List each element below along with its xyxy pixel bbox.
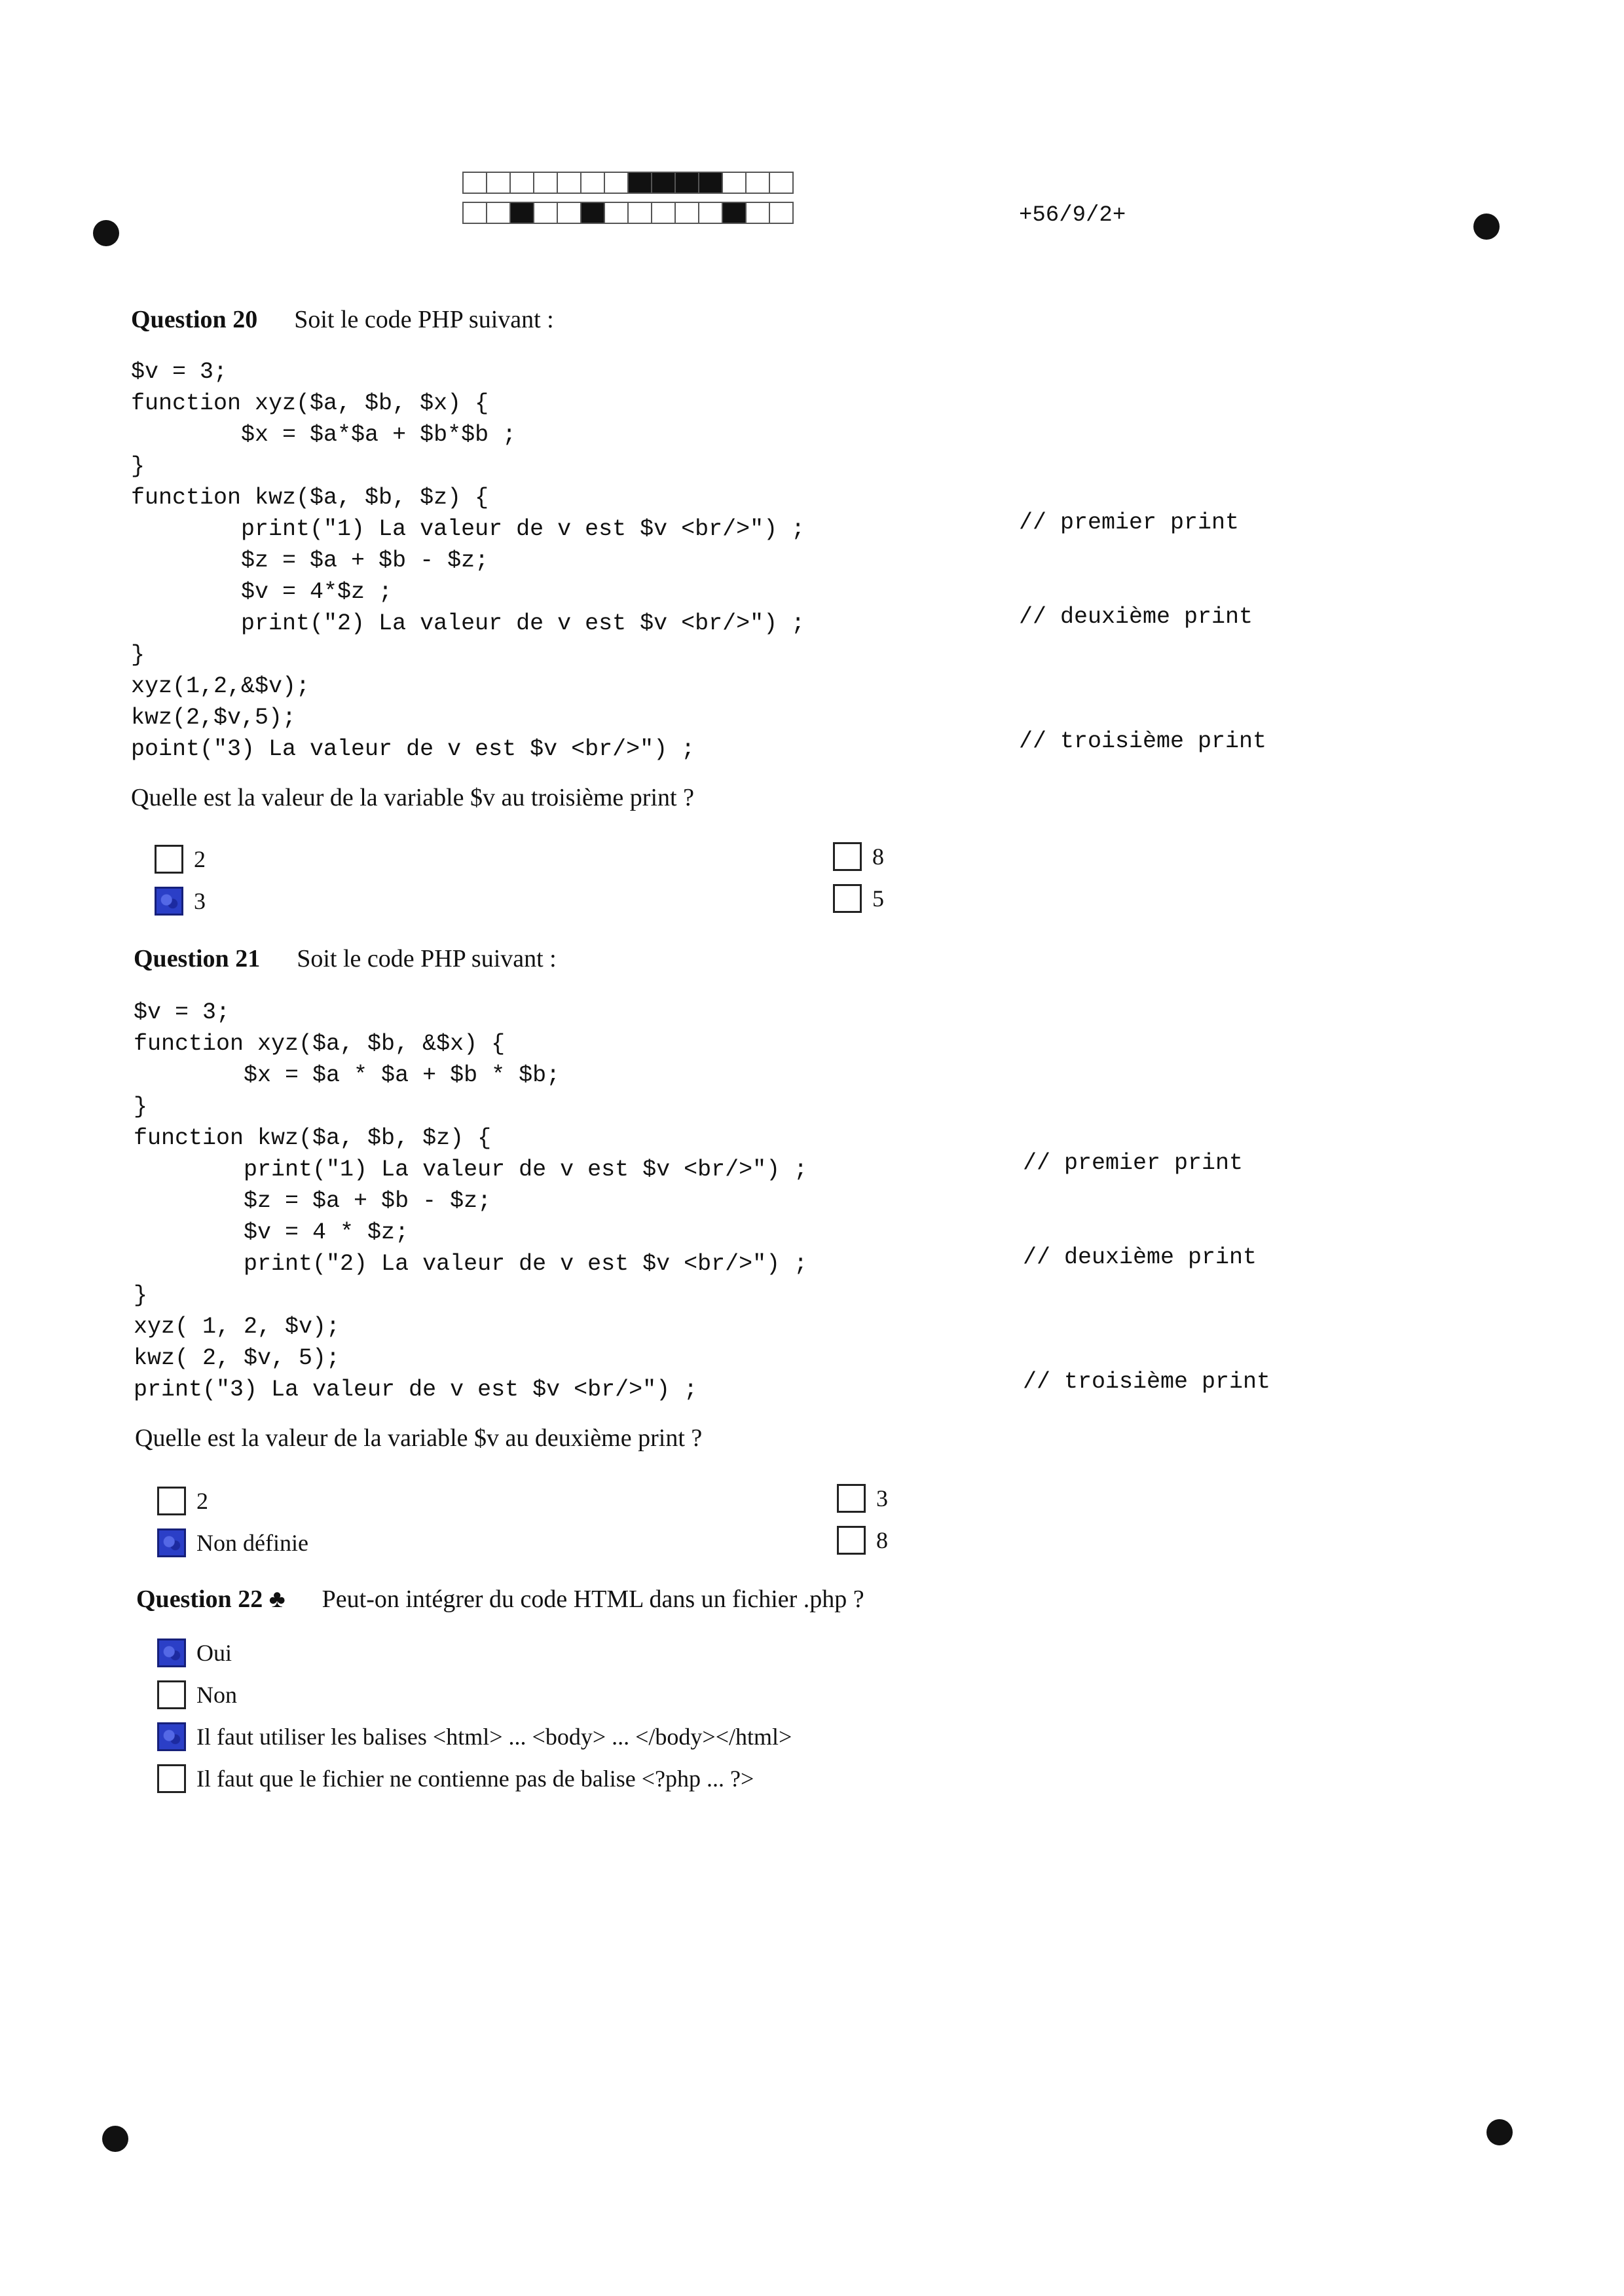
checkbox[interactable]: [833, 884, 862, 913]
barcode-cell: [651, 172, 676, 194]
barcode-cell: [769, 172, 794, 194]
barcode-cell: [674, 172, 699, 194]
registration-mark-bottom-left: [102, 2126, 128, 2152]
barcode-cell: [745, 172, 770, 194]
barcode-cell: [486, 172, 511, 194]
option-label: Non définie: [196, 1530, 308, 1556]
question-21-prompt: Quelle est la valeur de la variable $v au deuxième print ?: [135, 1424, 703, 1452]
barcode-cell: [462, 202, 487, 224]
question-20-code: $v = 3; function xyz($a, $b, $x) { $x = $a*$a + $b*$b ; } function kwz($a, $b, $z) { print("1) La valeur de v est $v <br/>") ; $z = $a + $b - $z; $v = 4*$z ; print("2) La valeur de v est $v <br/>") ; } xyz(1,2,&$v); kwz(2,$v,5); point("3) La valeur de v est $v <br/>") ;: [131, 359, 805, 762]
q20-option-8[interactable]: [833, 842, 884, 871]
question-number: Question 21: [134, 945, 261, 972]
comment-third-print: // troisième print: [1019, 728, 1267, 754]
q22-option-oui[interactable]: [157, 1639, 232, 1667]
option-label: Il faut utiliser les balises <html> ... <body> ... </body></html>: [196, 1724, 792, 1750]
barcode-cell: [557, 202, 581, 224]
barcode-cell: [698, 172, 723, 194]
barcode-cell: [745, 202, 770, 224]
question-intro: Soit le code PHP suivant :: [297, 945, 557, 972]
barcode-cell: [533, 172, 558, 194]
option-label: 2: [194, 846, 206, 872]
barcode-cell: [486, 202, 511, 224]
comment-second-print: // deuxième print: [1019, 604, 1253, 630]
barcode-cell: [698, 202, 723, 224]
registration-mark-top-right: [1473, 213, 1500, 240]
question-intro: Soit le code PHP suivant :: [294, 306, 554, 333]
question-intro: Peut-on intégrer du code HTML dans un fichier .php ?: [322, 1585, 864, 1613]
checkbox[interactable]: [157, 1722, 186, 1751]
q22-option-non[interactable]: [157, 1680, 237, 1709]
comment-first-print: // premier print: [1023, 1150, 1244, 1176]
barcode-cell: [604, 172, 629, 194]
barcode-bottom-row: [462, 202, 792, 224]
checkbox[interactable]: [157, 1680, 186, 1709]
q22-option-sans-balise-php[interactable]: [157, 1764, 754, 1793]
barcode-cell: [580, 202, 605, 224]
barcode-cell: [769, 202, 794, 224]
question-number: Question 20: [131, 306, 258, 333]
checkbox[interactable]: [157, 1764, 186, 1793]
barcode-cell: [722, 202, 747, 224]
q21-option-8[interactable]: [837, 1526, 888, 1555]
question-21-code: $v = 3; function xyz($a, $b, &$x) { $x = $a * $a + $b * $b; } function kwz($a, $b, $z) { print("1) La valeur de v est $v <br/>") ; $z = $a + $b - $z; $v = 4 * $z; print("2) La valeur de v est $v <br/>") ; } xyz( 1, 2, $v); kwz( 2, $v, 5); print("3) La valeur de v est $v <br/>") ;: [134, 999, 808, 1403]
barcode-cell: [604, 202, 629, 224]
q20-option-2[interactable]: [155, 845, 206, 874]
q20-option-3[interactable]: [155, 887, 206, 916]
q21-option-3[interactable]: [837, 1484, 888, 1513]
option-label: 3: [194, 888, 206, 914]
option-label: 2: [196, 1488, 208, 1514]
checkbox[interactable]: [837, 1526, 866, 1555]
q22-option-balises-html[interactable]: [157, 1722, 792, 1751]
barcode-cell: [627, 172, 652, 194]
checkbox[interactable]: [157, 1639, 186, 1667]
comment-second-print: // deuxième print: [1023, 1244, 1257, 1270]
barcode-cell: [674, 202, 699, 224]
question-20-header: [131, 305, 554, 334]
barcode-top-row: [462, 172, 792, 194]
barcode-cell: [462, 172, 487, 194]
comment-third-print: // troisième print: [1023, 1369, 1271, 1395]
question-20-prompt: Quelle est la valeur de la variable $v au troisième print ?: [131, 784, 694, 811]
barcode-cell: [580, 172, 605, 194]
barcode-cell: [509, 172, 534, 194]
registration-mark-top-left: [93, 220, 119, 246]
barcode-cell: [651, 202, 676, 224]
q20-option-5[interactable]: [833, 884, 884, 913]
question-22-header: [136, 1585, 864, 1614]
checkbox[interactable]: [157, 1528, 186, 1557]
option-label: 8: [876, 1527, 888, 1553]
barcode-cell: [722, 172, 747, 194]
q21-option-non-definie[interactable]: [157, 1528, 308, 1557]
option-label: 5: [872, 885, 884, 912]
checkbox[interactable]: [155, 845, 183, 874]
page-id: +56/9/2+: [1019, 203, 1126, 228]
option-label: Oui: [196, 1640, 232, 1666]
barcode-cell: [533, 202, 558, 224]
q21-option-2[interactable]: [157, 1487, 208, 1515]
registration-mark-bottom-right: [1486, 2119, 1513, 2145]
question-21-header: [134, 944, 557, 973]
barcode-cell: [627, 202, 652, 224]
option-label: Il faut que le fichier ne contienne pas de balise <?php ... ?>: [196, 1766, 754, 1792]
option-label: 3: [876, 1485, 888, 1511]
checkbox[interactable]: [157, 1487, 186, 1515]
option-label: 8: [872, 843, 884, 870]
barcode-cell: [509, 202, 534, 224]
option-label: Non: [196, 1682, 237, 1708]
comment-first-print: // premier print: [1019, 509, 1240, 536]
question-number: Question 22 ♣: [136, 1585, 286, 1613]
checkbox[interactable]: [833, 842, 862, 871]
barcode-cell: [557, 172, 581, 194]
checkbox[interactable]: [837, 1484, 866, 1513]
checkbox[interactable]: [155, 887, 183, 916]
